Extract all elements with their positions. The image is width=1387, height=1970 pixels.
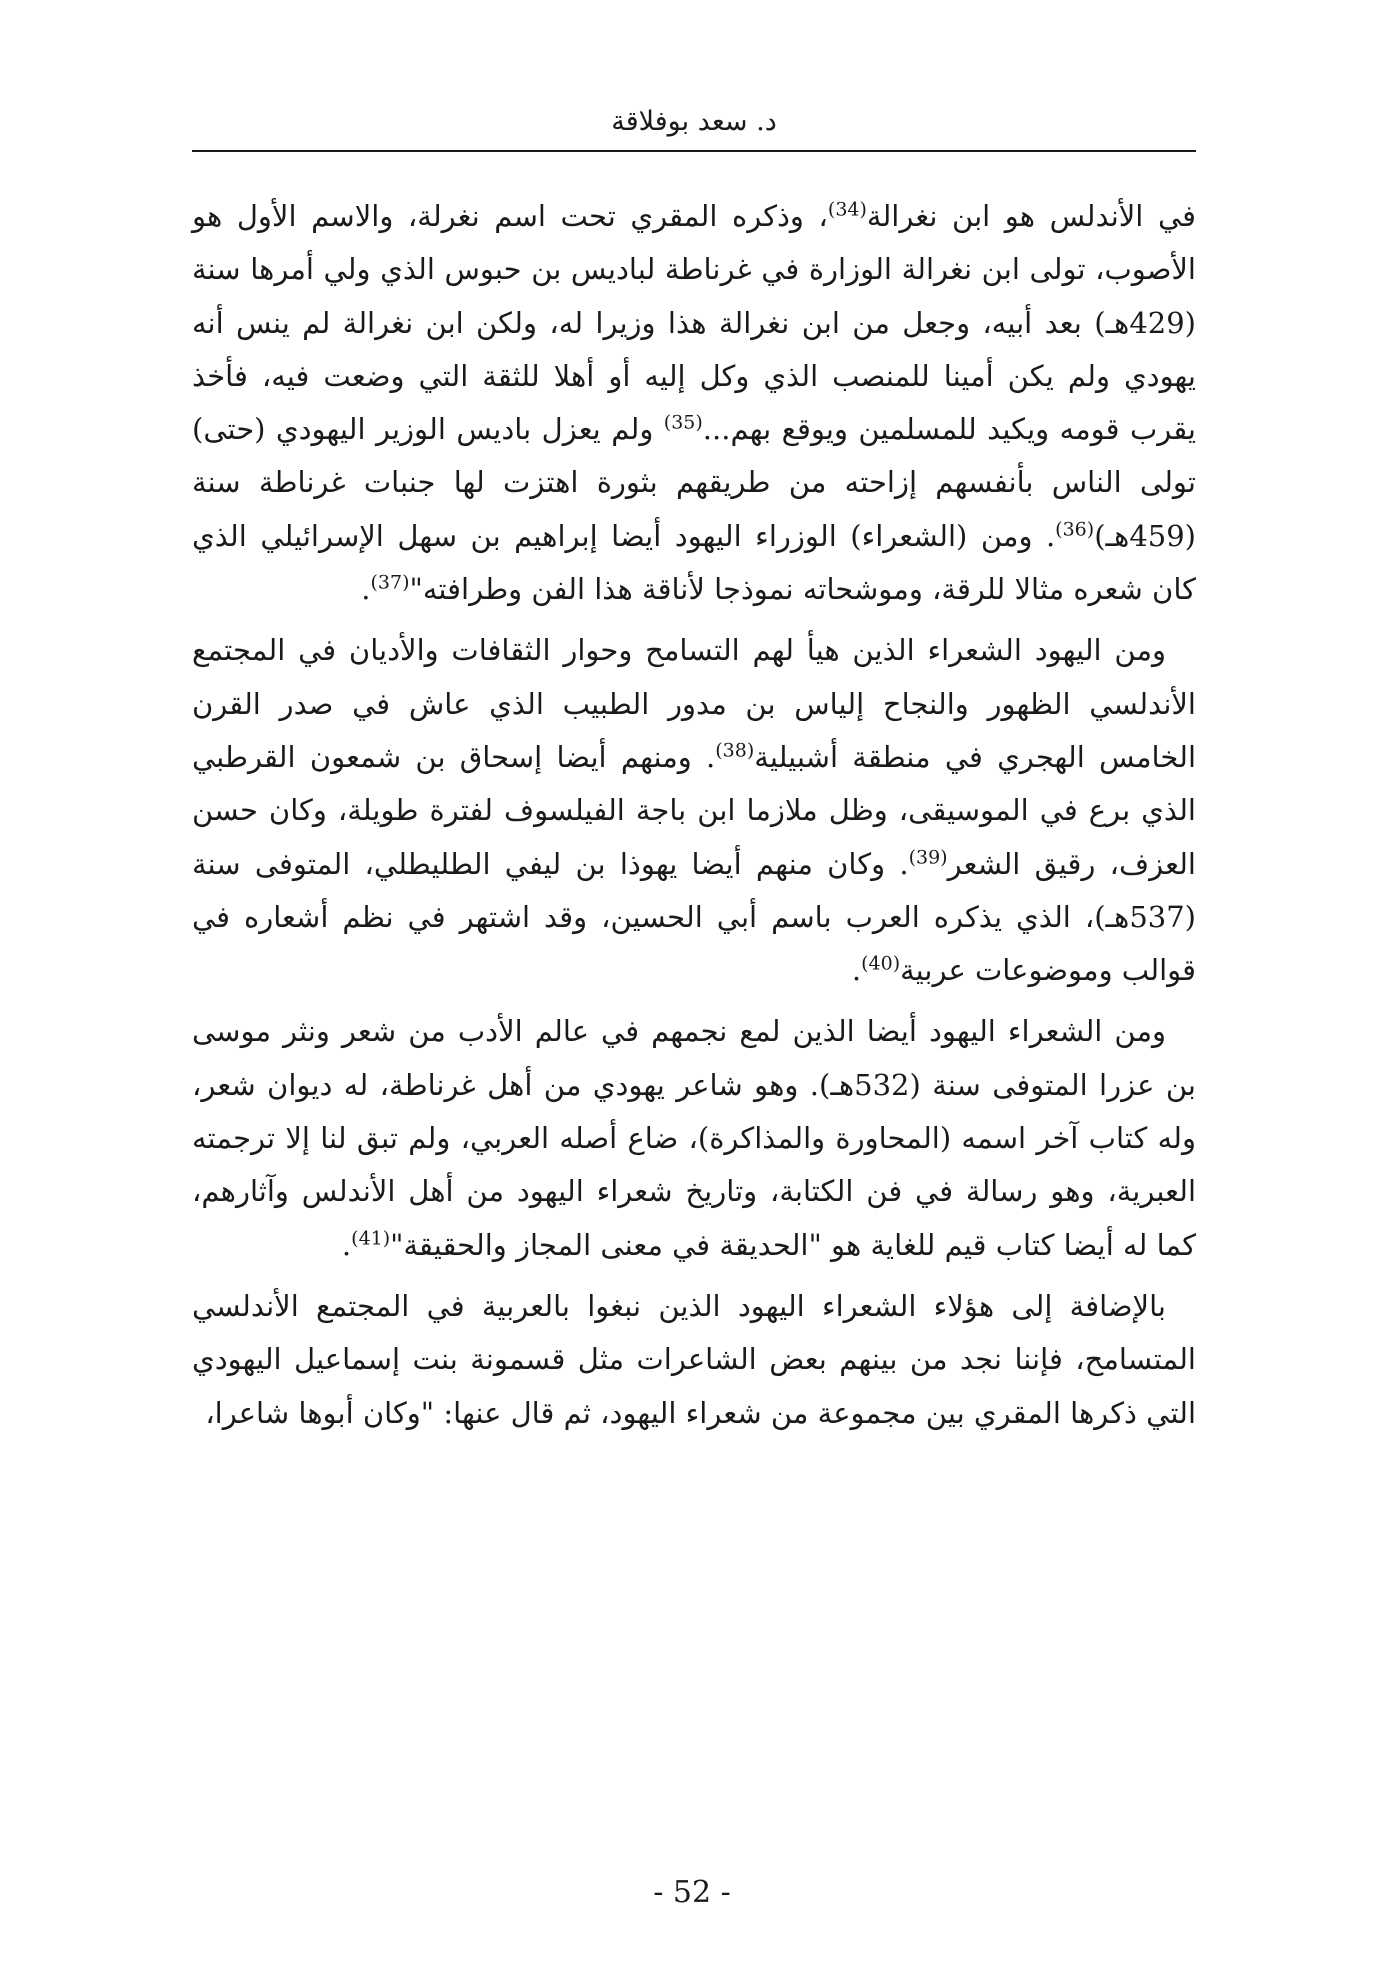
- paragraph: [192, 624, 1196, 997]
- body-text: [192, 190, 1196, 1448]
- footnote-ref: (39): [908, 845, 948, 868]
- footnote-ref: (41): [351, 1226, 391, 1249]
- footnote-ref: (40): [861, 952, 901, 975]
- footnote-ref: (34): [827, 198, 867, 221]
- paragraph: [192, 1005, 1196, 1271]
- paragraph: [192, 190, 1196, 616]
- paragraph: [192, 1280, 1196, 1440]
- paragraph-text: ومن اليهود الشعراء الذين هيأ لهم التسامح وحوار الثقافات والأديان في المجتمع الأندلسي الظهور والنجاح إلياس بن مدور الطبيب الذي عاش في صدر القرن الخامس الهجري في منطقة أشبيلية: [192, 633, 1196, 774]
- paragraph-text: ومن الشعراء اليهود أيضا الذين لمع نجمهم في عالم الأدب من شعر ونثر موسى بن عزرا المتوفى سنة (532هـ). وهو شاعر يهودي من أهل غرناطة، له ديوان شعر، وله كتاب آخر اسمه (المحاورة والمذاكرة)، ضاع أصله العربي، ولم تبق لنا إلا ترجمته العبرية، وهو رسالة في فن الكتابة، وتاريخ شعراء اليهود من أهل الأندلس وآثارهم، كما له أيضا كتاب قيم للغاية هو "الحديقة في معنى المجاز والحقيقة": [192, 1014, 1196, 1262]
- paragraph-text: . ومن (الشعراء) الوزراء اليهود أيضا إبراهيم بن سهل الإسرائيلي الذي كان شعره مثالا للرقة، وموشحاته نموذجا لأناقة هذا الفن وطرافته": [192, 518, 1196, 607]
- footnote-ref: (35): [663, 411, 703, 434]
- paragraph-text: في الأندلس هو ابن نغرالة: [866, 199, 1196, 233]
- footnote-ref: (36): [1055, 518, 1095, 541]
- running-header-author: د. سعد بوفلاقة: [611, 106, 777, 137]
- paragraph-text: .: [851, 953, 862, 988]
- page-number: - 52 -: [653, 1875, 731, 1910]
- paragraph-text: .: [341, 1227, 352, 1262]
- footnote-ref: (38): [715, 739, 755, 762]
- paragraph-text: ولم يعزل باديس الوزير اليهودي (حتى) تولى الناس بأنفسهم إزاحته من طريقهم بثورة اهتزت لها جنبات غرناطة سنة (459هـ): [192, 412, 1196, 553]
- footnote-ref: (37): [370, 571, 410, 594]
- paragraph-text: .: [361, 572, 371, 607]
- header-rule: [192, 150, 1196, 152]
- paragraph-text: . ومنهم أيضا إسحاق بن شمعون القرطبي الذي برع في الموسيقى، وظل ملازما ابن باجة الفيلسوف لفترة طويلة، وكان حسن العزف، رقيق الشعر: [192, 739, 1196, 881]
- paragraph-text: ، وذكره المقري تحت اسم نغرلة، والاسم الأول هو الأصوب، تولى ابن نغرالة الوزارة في غرناطة لباديس بن حبوس الذي ولي أمرها سنة (429هـ) بعد أبيه، وجعل من ابن نغرالة هذا وزيرا له، ولكن ابن نغرالة لم ينس أنه يهودي ولم يكن أمينا للمنصب الذي وكل إليه أو أهلا للثقة التي وضعت فيه، فأخذ يقرب قومه ويكيد للمسلمين ويوقع بهم...: [192, 199, 1196, 447]
- paragraph-text: بالإضافة إلى هؤلاء الشعراء اليهود الذين نبغوا بالعربية في المجتمع الأندلسي المتسامح، فإننا نجد من بينهم بعض الشاعرات مثل قسمونة بنت إسماعيل اليهودي التي ذكرها المقري بين مجموعة من شعراء اليهود، ثم قال عنها: "وكان أبوها شاعرا،: [192, 1288, 1196, 1430]
- paragraph-text: . وكان منهم أيضا يهوذا بن ليفي الطليطلي، المتوفى سنة (537هـ)، الذي يذكره العرب باسم أبي الحسين، وقد اشتهر في نظم أشعاره في قوالب وموضوعات عربية: [192, 846, 1196, 988]
